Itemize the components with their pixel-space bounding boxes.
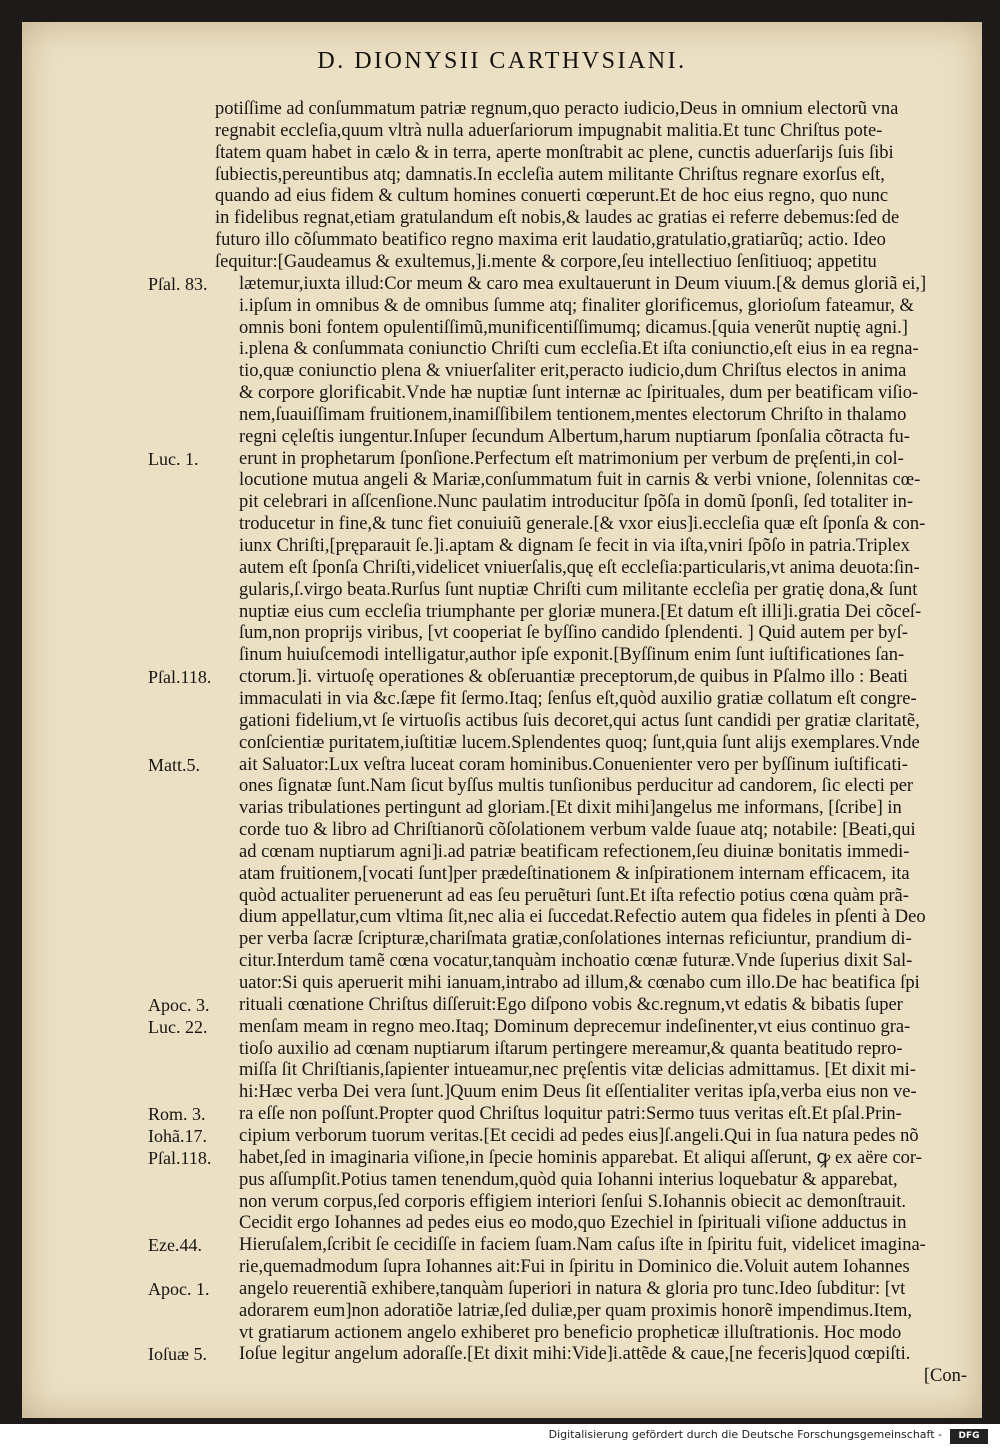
text-line: quòd actualiter peruenerunt ad eas ſeu peruẽturi ſunt.Et iſta refectio potius cœna quàm prã- xyxy=(239,885,909,906)
text-line: Ioſue legitur angelum adoraſſe.[Et dixit mihi:Vide]i.attẽde & caue,[ne feceris]quod cœpiſti. xyxy=(239,1344,911,1365)
text-line: ad cœnam nuptiarum agni]i.ad patriæ beatificam refectionem,ſeu diuinæ bonitatis immedi- xyxy=(239,841,910,862)
text-line: & corpore glorificabit.Vnde hæ nuptiæ ſunt internæ ac ſpirituales, dum per beatificam viſio- xyxy=(239,383,919,404)
text-line: non verum corpus,ſed corporis effigiem interiori ſenſui S.Iohannis obiecit ac demonſtrauit. xyxy=(239,1191,907,1212)
margin-note: Apoc. 3. xyxy=(148,994,210,1015)
text-line: erunt in prophetarum ſponſione.Perfectum eſt matrimonium per verbum de pręſenti,in col- xyxy=(239,448,904,469)
text-line: potiſſime ad conſummatum patriæ regnum,quo peracto iudicio,Deus in omnium electorũ vna xyxy=(215,99,899,119)
text-line: pus aſſumpſit.Potius tamen tenendum,quòd quia Iohanni interius loquebatur & apparebat, xyxy=(239,1169,898,1190)
margin-note: Luc. 1. xyxy=(148,448,199,469)
text-line: pit celebrari in aſſcenſione.Nunc paulatim introducitur ſpõſa in domũ ſponſi, ſed totaliter in- xyxy=(239,492,914,513)
text-line: vt gratiarum actionem angelo exhiberet pro beneficio propheticæ illuſtrationis. Hoc modo xyxy=(239,1322,902,1343)
text-line: autem eſt ſponſa Chriſti,videlicet vniuerſalis,quę eſt eccleſia:particularis,vt anima deuota:ſin- xyxy=(239,557,920,578)
text-line: hi:Hæc verba Dei vera ſunt.]Quum enim Deus ſit eſſentialiter veritas ipſa,verba eius non ve- xyxy=(239,1082,917,1103)
text-line: futuro illo cõſummato beatifico regno maxima erit laudatio,gratulatio,gratiarũq; actio. Ideo xyxy=(215,230,886,251)
text-line: ra eſſe non poſſunt.Propter quod Chriſtus loquitur patri:Sermo tuus veritas eſt.Et pſal.Prin- xyxy=(239,1104,902,1125)
margin-note: Pſal. 83. xyxy=(148,273,208,294)
text-line: tioſo auxilio ad cœnam nuptiarum iſtarum pertingere mereamur,& quanta beatitudo repro- xyxy=(239,1038,903,1059)
text-line: uator:Si quis aperuerit mihi ianuam,intrabo ad illum,& cœnabo cum illo.De hac beatifica ſpi xyxy=(239,973,920,993)
text-line: regni cęleſtis iungentur.Inſuper ſecundum Albertum,harum nuptiarum ſponſalia cõtracta fu- xyxy=(239,426,910,447)
text-line: immaculati in via &c.ſæpe fit ſermo.Itaq; ſenſus eſt,quòd auxilio gratiæ collatum eſt congre- xyxy=(239,688,917,709)
text-line: ſinum huiuſcemodi intelligatur,author ipſe exponit.[Byſſinum enim ſunt iuſtificationes ſan- xyxy=(239,645,905,666)
text-line: ſum,non proprijs viribus, [vt cooperiat ſe byſſino candido ſplendenti. ] Quid autem per byſ- xyxy=(239,623,908,644)
text-line: rituali cœnatione Chriſtus diſſeruit:Ego diſpono vobis &c.regnum,vt edatis & bibatis ſuper xyxy=(239,994,903,1015)
text-line: citur.Interdum tamẽ cœna vocatur,tanquàm inchoatio cœnæ futuræ.Vnde ſuperius dixit Sal- xyxy=(239,951,913,972)
text-line: ſubiectis,pereuntibus atq; damnatis.In eccleſia autem militante Chriſtus regnare exorſus eſt, xyxy=(215,164,885,185)
margin-note: Eze.44. xyxy=(148,1235,202,1256)
text-line: dium appellatur,cum vltima ſit,nec alia ei ſuccedat.Refectio autem qua fideles in pſenti à Deo xyxy=(239,907,926,928)
text-line: nuptiæ eius cum eccleſia triumphante per gloriæ munera.[Et datum eſt illi]i.gratia Dei cõceſ- xyxy=(239,601,922,622)
text-line: quando ad eius fidem & cultum homines conuerti cœperunt.Et de hoc eius regno, quo nunc xyxy=(215,186,889,207)
text-line: varias tribulationes pertingunt ad gloriam.[Et dixit mihi]angelus me informans, [ſcribe] in xyxy=(239,798,902,819)
text-line: cipium verborum tuorum veritas.[Et cecidi ad pedes eius]ſ.angeli.Qui in ſua natura pedes nõ xyxy=(239,1125,919,1146)
text-line: corde tuo & libro ad Chriſtianorũ cõſolationem verbum valde ſuaue atq; notabile: [Beati,qui xyxy=(239,820,916,841)
text-line: adorarem eum]non adoratiõe latriæ,ſed duliæ,per quam proximis honorẽ impendimus.Item, xyxy=(239,1300,913,1321)
text-line: regnabit eccleſia,quum vltrà nulla aduerſariorum impugnabit malitia.Et tunc Chriſtus pote- xyxy=(215,120,883,141)
text-line: atam fruitionem,[vocati ſunt]per prædeſtinationem & inſpirationem internam efficacem, ita xyxy=(239,863,910,884)
text-line: i.plena & conſummata coniunctio Chriſti cum eccleſia.Et iſta coniunctio,eſt eius in ea regna- xyxy=(239,339,919,360)
digitization-footer xyxy=(0,1424,1000,1451)
text-line: ait Saluator:Lux veſtra luceat coram hominibus.Conuenienter vero per byſſinum iuſtificati- xyxy=(239,754,908,775)
margin-note: Luc. 22. xyxy=(148,1016,208,1037)
text-line: troducetur in fine,& tunc fiet conuiuiũ generale.[& vxor eius]i.eccleſia quæ eſt ſponſa & con- xyxy=(239,514,926,535)
margin-note: Pſal.118. xyxy=(148,1147,212,1168)
text-line: miſſa ſit Chriſtianis,ſapienter intueamur,nec pręſentis vitæ delicias admittamus. [Et dixit mi- xyxy=(239,1060,916,1081)
margin-note: Rom. 3. xyxy=(148,1104,206,1125)
text-line: omnis boni fontem opulentiſſimũ,munificentiſſimumq; dicamus.[quia venerũt nuptię agni.] xyxy=(239,317,908,338)
text-line: gularis,ſ.virgo beata.Rurſus ſunt nuptiæ Chriſti cum militante eccleſia per gratię dona,& ſunt xyxy=(239,579,918,600)
text-line: nem,ſuauiſſimam fruitionem,inamiſſibilem tentionem,mentes electorum Chriſto in thalamo xyxy=(239,404,907,425)
text-line: lætemur,iuxta illud:Cor meum & caro mea exultauerunt in Deum viuum.[& demus gloriã ei,] xyxy=(239,273,927,294)
text-line: Hieruſalem,ſcribit ſe cecidiſſe in faciem ſuam.Nam caſus iſte in ſpiritu fuit, videlicet imagina- xyxy=(239,1235,926,1256)
text-line: rie,quemadmodum ſupra Iohannes ait:Fui in ſpiritu in Dominico die.Voluit autem Iohannes xyxy=(239,1257,910,1278)
text-line: locutione mutua angeli & Mariæ,conſummatum fuit in carnis & verbi vnione, ſolennitas cœ- xyxy=(239,470,921,491)
text-line: Cecidit ergo Iohannes ad pedes eius eo modo,quo Ezechiel in ſpirituali viſione adductus in xyxy=(239,1213,907,1234)
dfg-logo: DFG xyxy=(950,1429,988,1444)
running-header: D. DIONYSII CARTHVSIANI. xyxy=(317,48,687,74)
text-line: i.ipſum in omnibus & de omnibus ſumme atq; finaliter glorificemus, glorioſum fateamur, & xyxy=(239,295,914,316)
margin-note: Apoc. 1. xyxy=(148,1278,210,1299)
book-page xyxy=(22,22,982,1418)
margin-note: Ioſuæ 5. xyxy=(148,1344,208,1365)
text-line: per verba ſacræ ſcripturæ,chariſmata gratiæ,conſolationes internas reficiuntur, prandium di- xyxy=(239,929,912,950)
text-line: iunx Chriſti,[pręparauit ſe.]i.aptam & dignam ſe fecit in via iſta,vniri ſpõſo in patria.Triplex xyxy=(239,536,910,556)
text-line: ones ſignatæ ſunt.Nam ſicut byſſus multis tunſionibus perducitur ad candorem, ſic electi per xyxy=(239,776,914,797)
text-line: menſam meam in regno meo.Itaq; Dominum deprecemur indeſinenter,vt eius continuo gra- xyxy=(239,1016,911,1037)
text-line: ctorum.]i. virtuoſę operationes & obſeruantiæ preceptorum,de quibus in Pſalmo illo : Beati xyxy=(239,667,908,688)
margin-note: Matt.5. xyxy=(148,754,200,775)
text-line: ſequitur:[Gaudeamus & exultemus,]i.mente & corpore,ſeu intellectiuo ſenſitiuoq; appetitu xyxy=(215,251,877,272)
text-line: [Con- xyxy=(923,1366,967,1387)
text-line: gationi fidelium,vt ſe virtuoſis actibus ſuis decoret,qui actus ſunt candidi per gratiæ claritatẽ, xyxy=(239,710,920,731)
footer-credit: Digitalisierung gefördert durch die Deutsche Forschungsgemeinschaft - xyxy=(548,1428,942,1441)
margin-note: Iohã.17. xyxy=(148,1125,207,1146)
text-line: ſtatem quam habet in cælo & in terra, aperte monſtrabit ac plene, cunctis aduerſarijs ſuis ſibi xyxy=(215,142,894,163)
margin-note: Pſal.118. xyxy=(148,667,212,688)
text-line: in fidelibus regnat,etiam gratulandum eſt nobis,& laudes ac gratias ei referre debemus:ſed de xyxy=(215,208,900,229)
text-line: conſcientiæ puritatem,iuſtitiæ lucem.Splendentes quoq; ſunt,quia ſunt alijs exemplares.Vnde xyxy=(239,732,920,753)
text-line: angelo reuerentiã exhibere,tanquàm ſuperiori in natura & gloria pro tunc.Ideo ſubditur: [vt xyxy=(239,1278,906,1299)
text-line: tio,quæ coniunctio plena & vniuerſaliter erit,peracto iudicio,dum Chriſtus electos in anima xyxy=(239,361,907,382)
text-line: habet,ſed in imaginaria viſione,in ſpecie hominis apparebat. Et aliqui aſſerunt, ꝙ ex aëre cor- xyxy=(239,1147,922,1168)
